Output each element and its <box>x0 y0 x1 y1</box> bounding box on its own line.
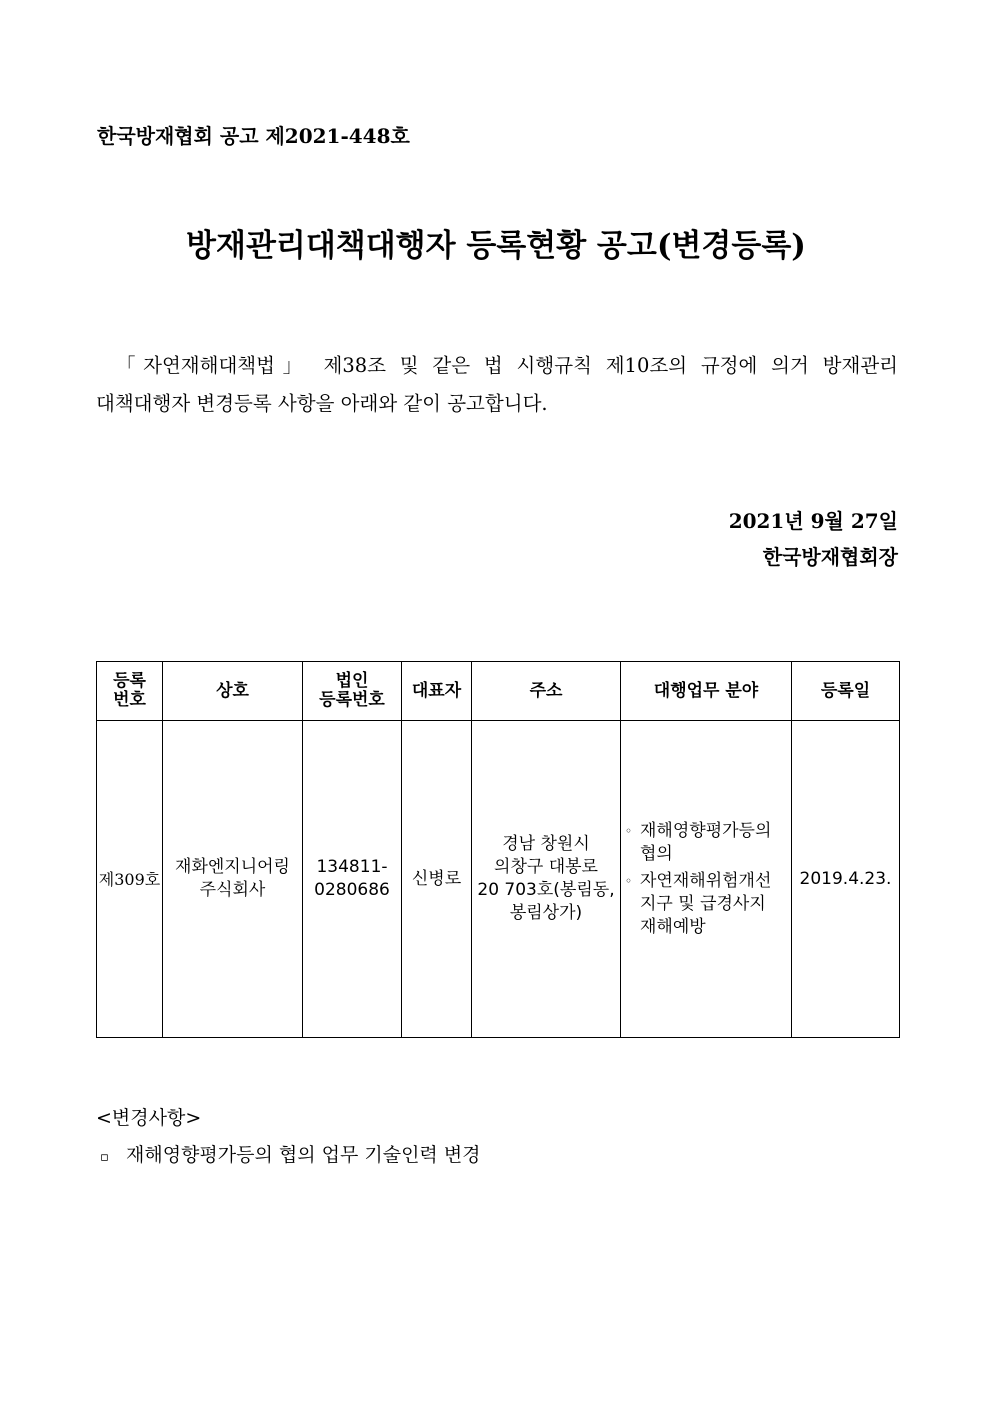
changes-header: <변경사항> <box>96 1107 202 1129</box>
field-text <box>640 820 791 866</box>
company-line-1: 재화엔지니어링 <box>175 857 290 877</box>
header-field: 대행업무 분야 <box>621 662 792 721</box>
corp-no-line-1: 134811- <box>316 857 388 877</box>
header-ceo: 대표자 <box>402 662 472 721</box>
signer: 한국방재협회장 <box>762 545 898 569</box>
field-item <box>625 870 791 939</box>
company-line-2: 주식회사 <box>199 880 266 900</box>
header-company: 상호 <box>163 662 303 721</box>
header-corp-no-line-1: 법인 <box>335 671 369 691</box>
field-text <box>640 870 791 939</box>
address-line-1: 경남 창원시 <box>502 834 590 854</box>
corp-no-line-2: 0280686 <box>314 880 390 900</box>
cell-ceo: 신병로 <box>402 721 472 1038</box>
header-corp-no-line-2: 등록번호 <box>319 690 385 710</box>
body-line-2: 대책대행자 변경등록 사항을 아래와 같이 공고합니다. <box>96 392 548 415</box>
header-address: 주소 <box>472 662 621 721</box>
changes-item-text: 재해영향평가등의 협의 업무 기술인력 변경 <box>126 1144 481 1166</box>
field-2-line-2: 지구 및 급경사지 <box>640 893 766 914</box>
address-line-3: 20 703호(봉림동, <box>477 880 615 900</box>
header-reg-date: 등록일 <box>792 662 900 721</box>
cell-field <box>621 721 792 1038</box>
cell-reg-no: 제309호 <box>97 721 163 1038</box>
document-title: 방재관리대책대행자 등록현황 공고(변경등록) <box>186 228 806 264</box>
cell-corp-no <box>303 721 402 1038</box>
header-reg-no-line-1: 등록 <box>113 671 146 691</box>
field-item <box>625 820 791 866</box>
cell-address <box>472 721 621 1038</box>
registration-table <box>96 661 900 1038</box>
header-reg-no <box>97 662 163 721</box>
field-1-line-2: 협의 <box>640 843 673 864</box>
square-bullet-icon: ▫ <box>100 1150 109 1165</box>
changes-item <box>100 1140 481 1167</box>
notice-date: 2021년 9월 27일 <box>728 509 898 533</box>
body-paragraph <box>96 347 898 423</box>
field-2-line-3: 재해예방 <box>640 916 706 937</box>
cell-reg-date: 2019.4.23. <box>792 721 900 1038</box>
header-corp-no <box>303 662 402 721</box>
bullet-icon: ◦ <box>625 873 633 888</box>
address-line-2: 의창구 대봉로 <box>494 857 598 877</box>
header-reg-no-line-2: 번호 <box>113 690 146 710</box>
bullet-icon: ◦ <box>625 823 633 838</box>
table-header-row <box>97 662 900 721</box>
notice-number: 한국방재협회 공고 제2021-448호 <box>97 124 410 148</box>
field-2-line-1: 자연재해위험개선 <box>640 870 772 891</box>
table-row <box>97 721 900 1038</box>
body-line-1: 「자연재해대책법」 제38조 및 같은 법 시행규칙 제10조의 규정에 의거 방재관리 <box>116 354 898 377</box>
address-line-4: 봉림상가) <box>509 903 583 923</box>
field-1-line-1: 재해영향평가등의 <box>640 820 772 841</box>
cell-company <box>163 721 303 1038</box>
